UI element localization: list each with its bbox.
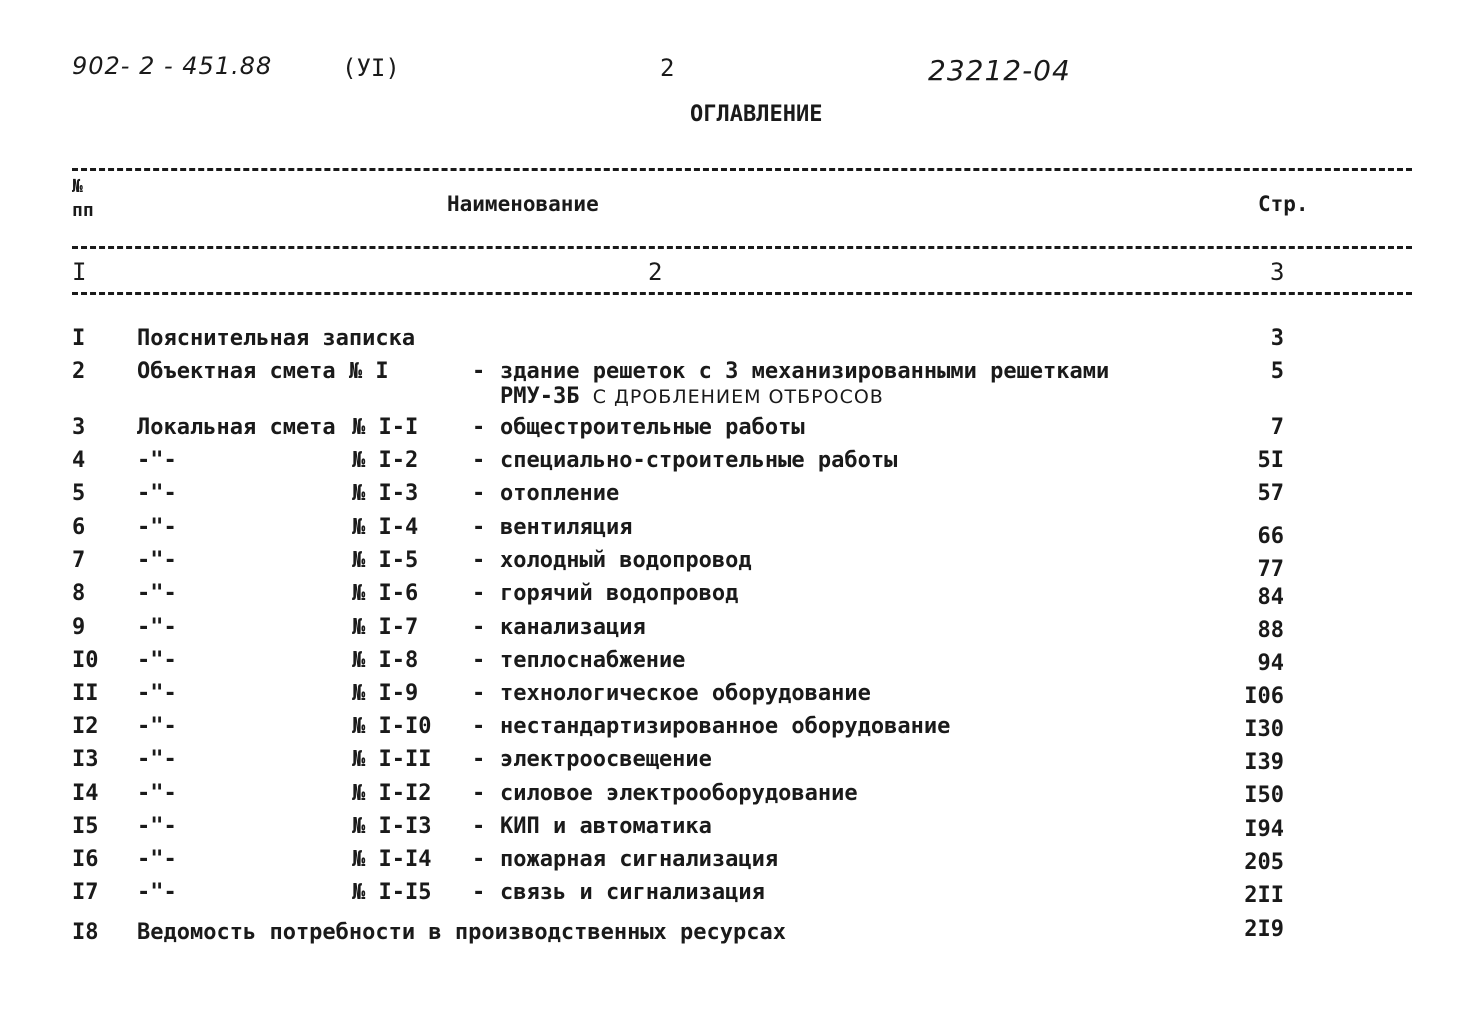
divider-header	[72, 246, 1412, 249]
estimate-code: № I-I3	[352, 814, 432, 839]
row-dash: -	[472, 515, 486, 540]
row-label: -"-	[137, 880, 177, 905]
row-label: Пояснительная записка	[137, 326, 416, 351]
row-number: I8	[72, 920, 99, 945]
row-page: 84	[1257, 585, 1284, 610]
row-page: I06	[1244, 684, 1284, 709]
row-number: I3	[72, 747, 99, 772]
row-description: специально-строительные работы	[500, 448, 898, 473]
row-label: -"-	[137, 581, 177, 606]
row-dash: -	[472, 847, 486, 872]
column-index-1: I	[72, 258, 87, 286]
row-2-continuation	[500, 384, 884, 409]
row-label: -"-	[137, 847, 177, 872]
row-number: 5	[72, 481, 86, 506]
row-description: нестандартизированное оборудование	[500, 714, 951, 739]
row-page: 5	[1270, 359, 1284, 384]
row-page: 77	[1257, 557, 1284, 582]
row-page: 94	[1257, 651, 1284, 676]
row-dash: -	[472, 648, 486, 673]
estimate-code: № I-I0	[352, 714, 432, 739]
row-number: II	[72, 681, 99, 706]
column-index-2: 2	[648, 258, 663, 286]
row-page: 2II	[1244, 883, 1284, 908]
estimate-code: № I-I5	[352, 880, 432, 905]
row-label: -"-	[137, 648, 177, 673]
estimate-code: № I-7	[352, 615, 419, 640]
divider-top	[72, 168, 1412, 171]
estimate-code: № I-4	[352, 515, 419, 540]
estimate-code: № I-I	[352, 415, 419, 440]
row-label: -"-	[137, 615, 177, 640]
row-label: -"-	[137, 747, 177, 772]
page-number: 2	[660, 54, 675, 82]
row-label: -"-	[137, 714, 177, 739]
row-dash: -	[472, 415, 486, 440]
row-number: 4	[72, 448, 86, 473]
row-label: -"-	[137, 781, 177, 806]
row-page: I39	[1244, 750, 1284, 775]
row-label: Объектная смета № I	[137, 359, 389, 384]
row-dash: -	[472, 548, 486, 573]
row-description: силовое электрооборудование	[500, 781, 858, 806]
estimate-code: № I-3	[352, 481, 419, 506]
row-dash: -	[472, 814, 486, 839]
row-dash: -	[472, 714, 486, 739]
row-page: 5I	[1257, 448, 1284, 473]
row-label: -"-	[137, 681, 177, 706]
page-title: ОГЛАВЛЕНИЕ	[690, 102, 823, 127]
row-page: 205	[1244, 850, 1284, 875]
row-description: электроосвещение	[500, 747, 712, 772]
row-description: КИП и автоматика	[500, 814, 712, 839]
row-dash: -	[472, 448, 486, 473]
row-description: здание решеток с 3 механизированными решетками	[500, 359, 1110, 384]
column-number-abbr: пп	[72, 200, 94, 221]
row-description: холодный водопровод	[500, 548, 752, 573]
estimate-code: № I-9	[352, 681, 419, 706]
row-dash: -	[472, 681, 486, 706]
row-label: -"-	[137, 814, 177, 839]
row-number: I5	[72, 814, 99, 839]
row-number: I6	[72, 847, 99, 872]
row-description: технологическое оборудование	[500, 681, 871, 706]
row-dash: -	[472, 615, 486, 640]
row-number: I7	[72, 880, 99, 905]
row-page: 3	[1270, 326, 1284, 351]
estimate-code: № I-I2	[352, 781, 432, 806]
row-label: Локальная смета	[137, 415, 336, 440]
row-dash: -	[472, 880, 486, 905]
row-page: 66	[1257, 524, 1284, 549]
estimate-code: № I-5	[352, 548, 419, 573]
row-page: I50	[1244, 783, 1284, 808]
row-label: Ведомость потребности в производственных ресурсах	[137, 920, 787, 945]
column-page-header: Стр.	[1258, 192, 1309, 216]
row-label: -"-	[137, 481, 177, 506]
row-number: 2	[72, 359, 86, 384]
row-number: I4	[72, 781, 99, 806]
estimate-code: № I-II	[352, 747, 432, 772]
column-number-sign: №	[72, 176, 83, 197]
row-number: 8	[72, 581, 86, 606]
row-dash: -	[472, 359, 486, 384]
row-number: 7	[72, 548, 86, 573]
row-page: 7	[1270, 415, 1284, 440]
row-dash: -	[472, 581, 486, 606]
row-page: 2I9	[1244, 917, 1284, 942]
row-dash: -	[472, 481, 486, 506]
row-label: -"-	[137, 515, 177, 540]
row-number: I2	[72, 714, 99, 739]
column-index-3: 3	[1270, 258, 1285, 286]
sheet-label: (УI)	[342, 54, 400, 82]
row-dash: -	[472, 747, 486, 772]
estimate-code: № I-2	[352, 448, 419, 473]
row-description: теплоснабжение	[500, 648, 686, 673]
row-number: 9	[72, 615, 86, 640]
row-label: -"-	[137, 548, 177, 573]
row-label: -"-	[137, 448, 177, 473]
archive-number: 23212-04	[928, 54, 1071, 87]
row-page: 57	[1257, 481, 1284, 506]
row-number: 3	[72, 415, 86, 440]
row-description: отопление	[500, 481, 620, 506]
divider-columns	[72, 292, 1412, 295]
row-description: горячий водопровод	[500, 581, 739, 606]
row-description: вентиляция	[500, 515, 633, 540]
row-page: 88	[1257, 618, 1284, 643]
column-name-header: Наименование	[447, 192, 599, 216]
row-number: 6	[72, 515, 86, 540]
row-2-continuation-handwritten: С ДРОБЛЕНИЕМ ОТБРОСОВ	[592, 386, 884, 408]
row-description: пожарная сигнализация	[500, 847, 779, 872]
document-code: 902- 2 - 451.88	[72, 52, 273, 80]
row-page: I30	[1244, 717, 1284, 742]
row-2-continuation-typed: РМУ-3Б	[500, 384, 580, 409]
row-page: I94	[1244, 817, 1284, 842]
estimate-code: № I-6	[352, 581, 419, 606]
row-number: I0	[72, 648, 99, 673]
row-description: связь и сигнализация	[500, 880, 765, 905]
row-dash: -	[472, 781, 486, 806]
estimate-code: № I-8	[352, 648, 419, 673]
row-description: канализация	[500, 615, 646, 640]
estimate-code: № I-I4	[352, 847, 432, 872]
row-description: общестроительные работы	[500, 415, 805, 440]
row-number: I	[72, 326, 86, 351]
